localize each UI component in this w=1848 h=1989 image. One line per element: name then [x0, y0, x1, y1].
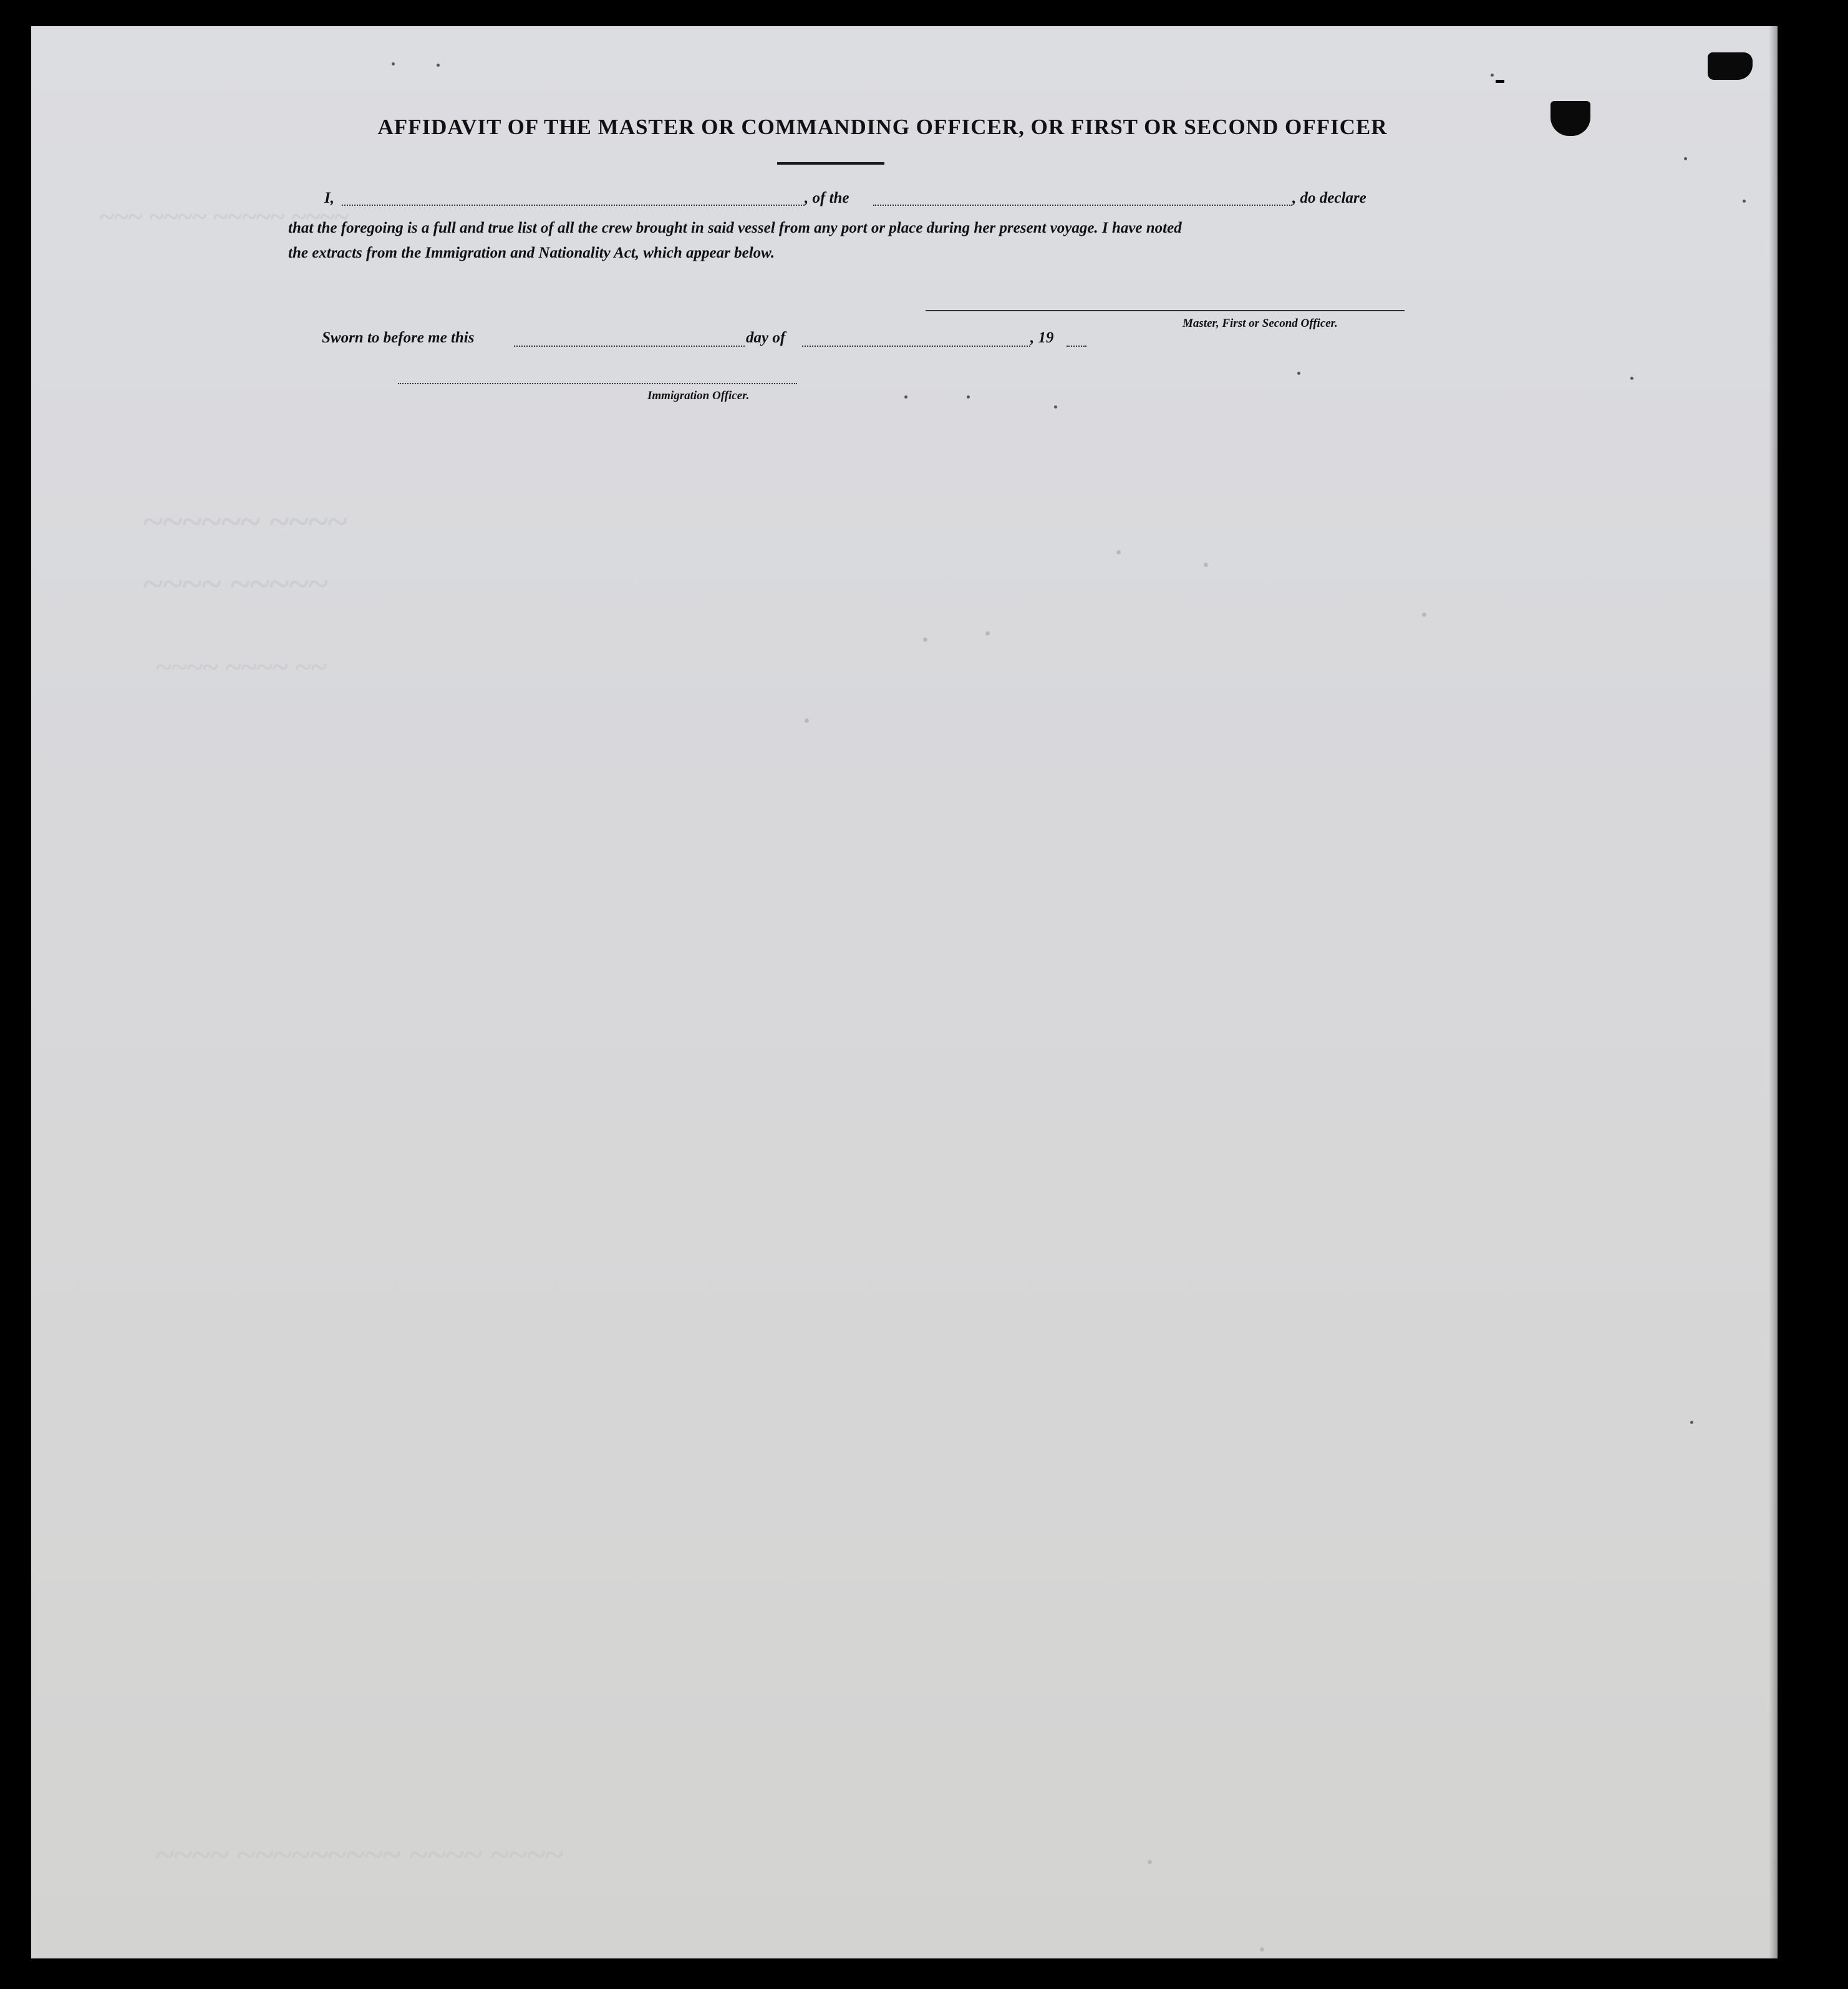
scan-speck: [1116, 550, 1121, 554]
scan-speck: [923, 637, 927, 642]
immigration-officer-caption: Immigration Officer.: [647, 389, 750, 402]
sworn-day-label: day of: [746, 329, 786, 346]
scan-speck: [805, 719, 809, 723]
declaration-text-line: the extracts from the Immigration and Nationality Act, which appear below.: [288, 244, 775, 261]
scan-speck: [904, 395, 907, 399]
scan-speck: [437, 64, 440, 67]
scan-speck: [1260, 1947, 1264, 1952]
scan-speck: [1743, 200, 1746, 203]
master-signature-line[interactable]: [926, 310, 1405, 311]
sworn-year-blank[interactable]: [1067, 346, 1086, 347]
bleed-through-texture: ~~~~ ~~~~~~~~~ ~~~~ ~~~~: [156, 1836, 564, 1874]
declare-suffix: , do declare: [1292, 190, 1367, 206]
sworn-prefix: Sworn to before me this: [322, 329, 475, 346]
declarant-prefix: I,: [324, 190, 334, 206]
scan-speck: [1491, 74, 1494, 77]
sworn-day-blank[interactable]: [514, 346, 745, 347]
immigration-officer-signature-line[interactable]: [398, 383, 797, 384]
vessel-prefix: , of the: [805, 190, 849, 206]
scan-speck: [1630, 377, 1633, 380]
sworn-year-label: , 19: [1030, 329, 1054, 346]
scan-speck: [967, 395, 970, 399]
master-signature-caption: Master, First or Second Officer.: [1183, 317, 1338, 330]
scan-speck: [1422, 612, 1426, 617]
ink-blot: [1496, 80, 1504, 83]
affidavit-title: AFFIDAVIT OF THE MASTER OR COMMANDING OFFICER, OR FIRST OR SECOND OFFICER: [377, 115, 1388, 139]
scan-speck: [1297, 372, 1300, 375]
scan-speck: [1148, 1860, 1152, 1864]
scan-speck: [1684, 157, 1687, 160]
declaration-text-line: that the foregoing is a full and true list of all the crew brought in said vessel from any port or place during her present voyage. I have noted: [288, 220, 1182, 236]
document-page: [31, 26, 1778, 1958]
bleed-through-texture: ~~~~ ~~~~~: [143, 563, 328, 604]
ink-blot: [1708, 52, 1753, 80]
ink-blot: [1550, 101, 1590, 136]
title-underline: [777, 162, 884, 165]
scan-speck: [1204, 563, 1208, 567]
bleed-through-texture: ~~~~~~ ~~~~: [143, 501, 348, 542]
bleed-through-texture: ~~~~ ~~~~ ~~: [156, 651, 327, 684]
sworn-month-blank[interactable]: [802, 346, 1030, 347]
scan-speck: [392, 62, 395, 65]
scan-speck: [1054, 405, 1057, 409]
scan-speck: [1690, 1421, 1693, 1424]
scan-speck: [985, 631, 990, 636]
declarant-name-blank[interactable]: [342, 205, 805, 206]
page-edge-shadow: [1769, 26, 1778, 1958]
vessel-name-blank[interactable]: [873, 205, 1292, 206]
bleed-through-texture: ~~~ ~~~~ ~~~~~ ~~~~: [100, 201, 349, 232]
